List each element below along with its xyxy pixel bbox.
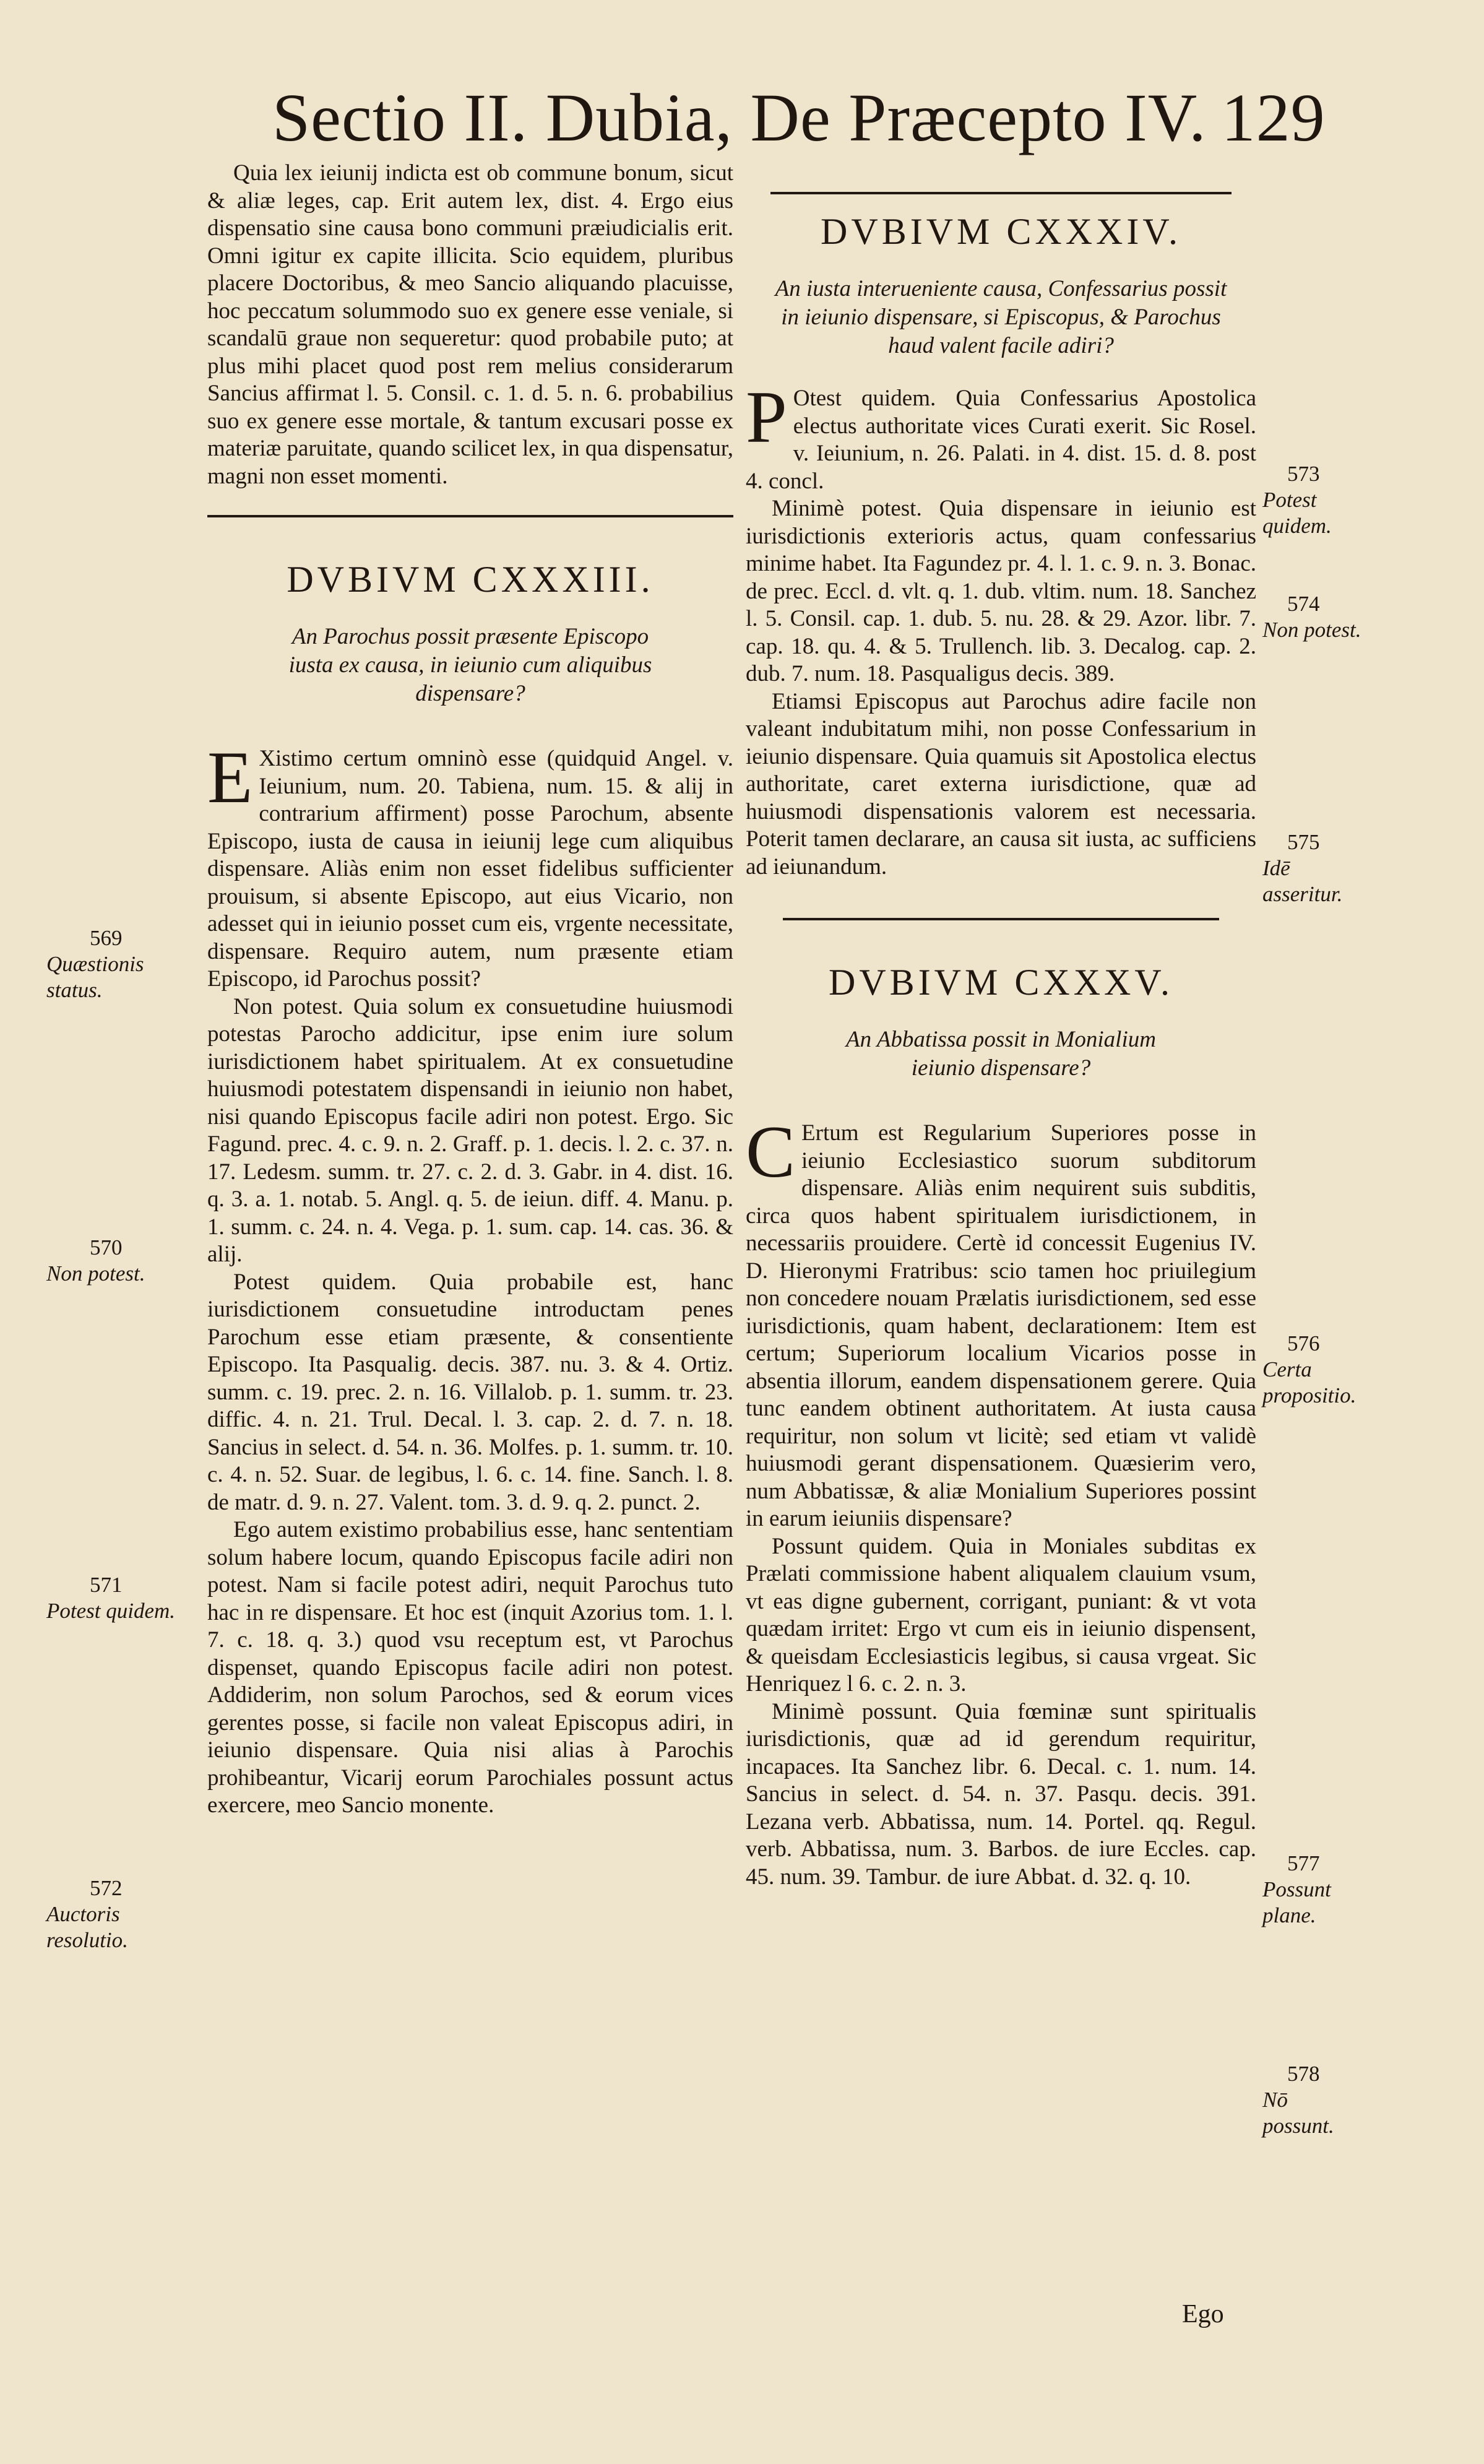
note-number: 578 [1287, 2062, 1320, 2086]
note-number: 572 [90, 1876, 123, 1900]
dubium-heading: DVBIVM CXXXV. [829, 962, 1173, 1003]
note-number: 577 [1287, 1851, 1320, 1875]
page-number: 129 [1221, 80, 1326, 155]
note-number: 569 [90, 926, 123, 950]
note-number: 574 [1287, 592, 1320, 616]
margin-note [46, 1572, 201, 1624]
paragraph: Potest quidem. Quia probabile est, hanc iurisdictionem consuetudine introductam penes Parochum esse etiam præsente, & consentiente Episcopo. Ita Pasqualig. decis. 387. nu. 3. & 4. Ortiz. summ. c. 19. prec. 2. n. 16. Villalob. p. 1. summ. tr. 23. diffic. 4. n. 21. Trul. Decal. l. 3. cap. 2. d. 7. n. 18. Sancius in select. d. 54. n. 36. Molfes. p. 1. summ. tr. 10. c. 4. n. 52. Suar. de legibus, l. 6. c. 14. fine. Sanch. l. 8. de matr. d. 9. n. 27. Valent. tom. 3. d. 9. q. 2. punct. 2. [207, 1269, 733, 1515]
margin-note [1262, 2061, 1361, 2139]
dubium-question: An Abbatissa possit in Monialium ieiunio dispensare? [846, 1027, 1156, 1081]
margin-note [1262, 591, 1361, 643]
running-header [272, 74, 1326, 161]
margin-note [1262, 829, 1361, 907]
dubium-question: An iusta interueniente causa, Confessarius possit in ieiunio dispensare, si Episcopus, & Parochus haud valent facile adiri? [775, 276, 1227, 358]
left-column [207, 160, 733, 1820]
paragraph: Non potest. Quia solum ex consuetudine huiusmodi potestas Parocho addicitur, ipse enim iure solum iurisdictionem habet spiritualem. At ex consuetudine huiusmodi potestatem dispensandi in ieiunio non habet, nisi quando Episcopus facile adiri non potest. Ergo. Sic Fagund. prec. 4. c. 9. n. 2. Graff. p. 1. decis. l. 2. c. 37. n. 17. Ledesm. summ. tr. 27. c. 2. d. 3. Gabr. in 4. dist. 16. q. 3. a. 1. notab. 5. Angl. q. 5. de ieiun. diff. 4. Manu. p. 1. summ. c. 24. n. 4. Vega. p. 1. sum. cap. 14. cas. 36. & alij. [207, 993, 733, 1267]
note-text: Potest quidem. [1262, 488, 1332, 538]
paragraph: Etiamsi Episcopus aut Parochus adire facile non valeant indubitatum mihi, non posse Confessarium in ieiunio dispensare. Quia quamuis sit Apostolica electus authoritate, caret externa iurisdictione, quæ ad huiusmodi dispensationis valorem est necessaria. Poterit tamen declarare, an causa sit iusta, ac sufficiens ad ieiunandum. [746, 688, 1256, 880]
margin-note [1262, 461, 1361, 539]
paragraph: Minimè potest. Quia dispensare in ieiunio est iurisdictionis exterioris actus, quam confessarius minime habet. Ita Fagundez pr. 4. l. 1. c. 9. n. 3. Bonac. de prec. Eccl. d. vlt. q. 1. dub. vltim. num. 18. Sanchez l. 5. Consil. cap. 1. dub. 5. nu. 28. & 29. Azor. libr. 7. cap. 18. qu. 4. & 5. Trullench. lib. 3. Decalog. cap. 2. dub. 7. num. 18. Pasqualigus decis. 389. [746, 496, 1256, 686]
intro-paragraph: Quia lex ieiunij indicta est ob commune bonum, sicut & aliæ leges, cap. Erit autem lex, dist. 4. Ergo eius dispensatio sine causa bono communi præiudicialis erit. Omni igitur ex capite illicita. Scio equidem, pluribus placere Doctoribus, & meo Sancio aliquando placuisse, hoc peccatum solummodo suo ex genere esse veniale, si scandalū graue non sequeretur: quod probabile puto; at plus mihi placet quod post rem melius considerarum Sancius affirmat l. 5. Consil. c. 1. d. 5. n. 6. probabilius suo ex genere esse mortale, & tantum excusari posse ex materiæ paruitate, quando scilicet lex, in qua dispensatur, magni non esset momenti. [207, 160, 733, 489]
note-text: Non potest. [1262, 618, 1361, 642]
note-number: 570 [90, 1235, 123, 1260]
margin-note [46, 925, 201, 1003]
paragraph: Ego autem existimo probabilius esse, hanc sententiam solum habere locum, quando Episcopus facile adiri non potest. Nam si facile potest adiri, nequit Parochus tuto hac in re dispensare. Et hoc est (inquit Azorius tom. 1. l. 7. c. 18. q. 3.) quod vsu receptum est, vt Parochus dispenset, quando Episcopus facile adiri non potest. Addiderim, non solum Parochos, sed & eorum vices gerentes posse, si facile non valeat Episcopus adiri, in ieiunio dispensare. Quia nisi alias à Parochis prohibeantur, Vicarij eorum Parochiales possunt actus exercere, meo Sancio monente. [207, 1517, 733, 1818]
margin-note [1262, 1851, 1361, 1929]
note-text: Non potest. [46, 1261, 145, 1286]
dubium-question: An Parochus possit præsente Episcopo iusta ex causa, in ieiunio cum aliquibus dispensare? [288, 624, 652, 706]
note-text: Nō possunt. [1262, 2088, 1334, 2138]
catchword: Ego [1182, 2300, 1224, 2328]
paragraph: Possunt quidem. Quia in Moniales subditas ex Prælati commissione habent aliqualem clauium vsum, vt eas digne gubernent, corrigant, puniant: & vt vota quædam irritet: Ergo vt cum eis in ieiunio dispensent, & queisdam Ecclesiasticis legibus, si causa vrgeat. Sic Henriquez l 6. c. 2. n. 3. [746, 1533, 1256, 1697]
header-title: Sectio II. Dubia, De Præcepto IV. [272, 80, 1207, 155]
note-text: Potest quidem. [46, 1599, 176, 1623]
note-number: 576 [1287, 1331, 1320, 1355]
note-number: 575 [1287, 830, 1320, 854]
dubium-heading: DVBIVM CXXXIV. [821, 211, 1181, 252]
margin-note [46, 1875, 201, 1953]
note-text: Possunt plane. [1262, 1877, 1331, 1927]
dubium-heading: DVBIVM CXXXIII. [287, 559, 654, 600]
margin-note [46, 1235, 201, 1287]
note-number: 573 [1287, 462, 1320, 486]
margin-note [1262, 1331, 1361, 1409]
note-text: Quæstionis status. [46, 952, 144, 1002]
paragraph: EXistimo certum omninò esse (quidquid Angel. v. Ieiunium, num. 20. Tabiena, num. 15. & alij in contrarium affirment) posse Parochum, absente Episcopo, iusta de causa in ieiunij lege cum aliquibus dispensare. Aliàs enim non esset fidelibus sufficienter prouisum, si absente Episcopo, aut eius Vicario, non adesset qui in ieiunio posset cum eis, vrgente necessitate, dispensare. Requiro autem, num præsente etiam Episcopo, id Parochus possit? [207, 736, 733, 992]
note-text: Certa propositio. [1262, 1357, 1357, 1407]
note-text: Auctoris resolutio. [46, 1902, 128, 1952]
note-number: 571 [90, 1573, 123, 1597]
right-column [746, 186, 1256, 1891]
paragraph: POtest quidem. Quia Confessarius Apostolica electus authoritate vices Curati exerit. Sic Rosel. v. Ieiunium, n. 26. Palati. in 4. dist. 15. d. 8. post 4. concl. [746, 376, 1256, 494]
paragraph: CErtum est Regularium Superiores posse in ieiunio Ecclesiastico suorum subditorum dispensare. Aliàs enim nequirent suis subditis, circa quos habent spiritualem iurisdictionem, in necessariis prouidere. Certè id concessit Eugenius IV. D. Hieronymi Fratribus: scio tamen hoc priuilegium non concedere nouam Prælatis iurisdictionem, sed esse iurisdictionis, quam habent, declarationem: Item est certum; Superiorum localium Vicarios posse in absentia illorum, eandem dispensationem gerere. Quia tunc eandem obtinent authoritatem. At iusta causa requiritur, non solum vt licitè; sed etiam vt validè huiusmodi gerant dispensationem. Quæsierim vero, num Abbatissæ, & aliæ Monialium Superiores possint in earum ieiuniis dispensare? [746, 1110, 1256, 1531]
note-text: Idē asseritur. [1262, 856, 1343, 906]
paragraph: Minimè possunt. Quia fœminæ sunt spiritualis iurisdictionis, quæ ad id gerendum requiritur, incapaces. Ita Sanchez libr. 6. Decal. c. 1. num. 14. Sancius in select. d. 54. n. 37. Pasqu. decis. 391. Lezana verb. Abbatissa, num. 14. Portel. qq. Regul. verb. Abbatissa, num. 3. Barbos. de iure Eccles. cap. 45. num. 39. Tambur. de iure Abbat. d. 32. q. 10. [746, 1698, 1256, 1890]
